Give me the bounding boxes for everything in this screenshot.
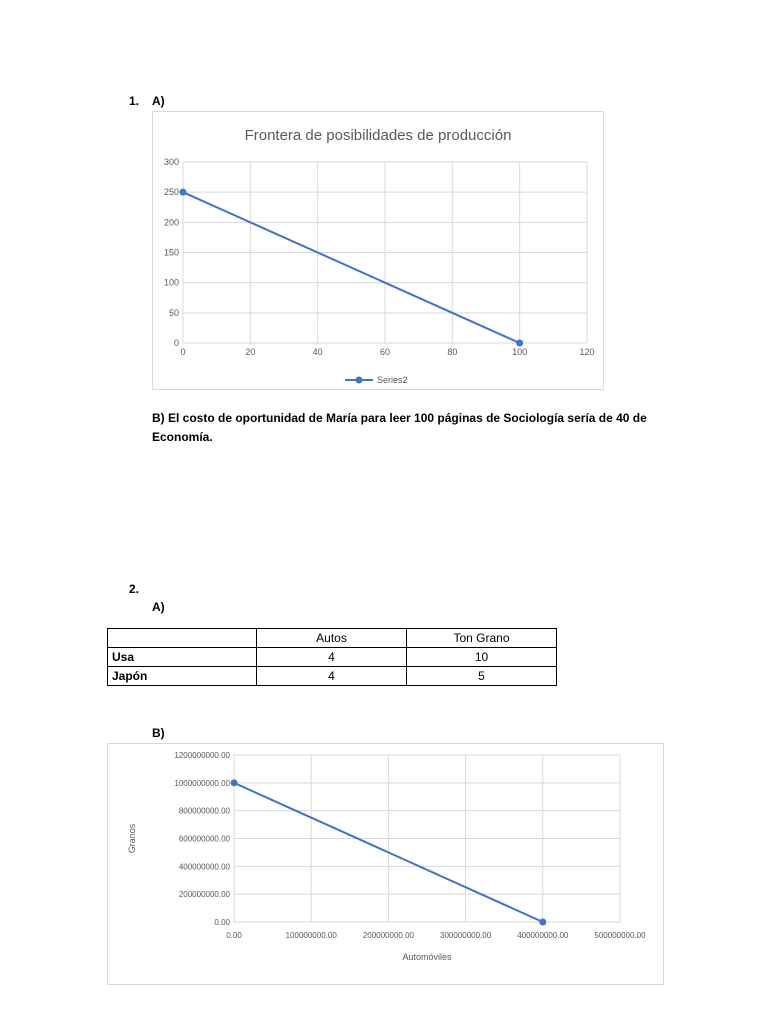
production-table [107, 628, 557, 686]
y-tick-label: 0.00 [214, 918, 230, 927]
x-tick-label: 200000000.00 [362, 931, 414, 940]
y-tick-label: 0 [173, 338, 179, 348]
question-1-part-a: A) [152, 94, 165, 108]
y-tick-label: 1000000000.00 [174, 778, 230, 788]
chart-title: Frontera de posibilidades de producción [244, 127, 512, 144]
table-cell: 5 [407, 667, 557, 686]
x-axis-label: Automóviles [402, 952, 452, 962]
table-row [108, 667, 557, 686]
y-tick-label: 800000000.00 [178, 806, 230, 816]
series-line [183, 192, 520, 343]
x-tick-label: 100000000.00 [285, 931, 337, 940]
data-point [180, 189, 187, 196]
table-header-row [108, 629, 557, 648]
table-header-cell: Ton Grano [407, 629, 557, 648]
y-tick-label: 300 [163, 157, 179, 167]
x-tick-label: 20 [245, 347, 256, 357]
data-point [516, 340, 523, 347]
x-tick-label: 60 [379, 347, 391, 357]
table-cell: 10 [407, 648, 557, 667]
x-tick-label: 120 [579, 347, 595, 357]
legend-marker [356, 377, 363, 384]
table-header-cell [108, 629, 257, 648]
x-tick-label: 0.00 [226, 931, 242, 940]
y-tick-label: 250 [163, 187, 179, 198]
question-1-part-b-text: B) El costo de oportunidad de María para leer 100 páginas de Sociología sería de 40 de Economía. [152, 411, 647, 444]
y-tick-label: 200000000.00 [178, 890, 230, 900]
y-tick-label: 100 [163, 277, 179, 288]
question-2-number: 2. [129, 582, 140, 596]
y-tick-label: 150 [163, 247, 179, 258]
question-1-number: 1. [129, 94, 140, 108]
table-row [108, 648, 557, 667]
x-tick-label: 40 [312, 347, 323, 357]
x-tick-label: 80 [447, 347, 458, 357]
chart-1-container [152, 111, 604, 390]
y-tick-label: 200 [163, 217, 179, 228]
table-cell-country: Usa [108, 648, 257, 667]
question-2-part-b: B) [152, 726, 165, 740]
chart-1 [153, 112, 603, 389]
table-cell: 4 [257, 648, 407, 667]
x-tick-label: 400000000.00 [517, 931, 569, 940]
chart-2-container [107, 743, 664, 985]
y-tick-label: 50 [168, 307, 179, 318]
question-2-part-a: A) [152, 600, 165, 614]
y-axis-label: Granos [127, 823, 137, 854]
legend-label: Series2 [377, 375, 408, 385]
x-tick-label: 300000000.00 [440, 931, 492, 940]
chart-2 [108, 744, 663, 984]
x-tick-label: 500000000.00 [594, 931, 646, 940]
table-cell-country: Japón [108, 667, 257, 686]
x-tick-label: 0 [180, 347, 186, 357]
table-cell: 4 [257, 667, 407, 686]
data-point [231, 779, 238, 786]
table-header-cell: Autos [257, 629, 407, 648]
y-tick-label: 400000000.00 [178, 862, 230, 872]
x-tick-label: 100 [512, 347, 528, 357]
y-tick-label: 600000000.00 [178, 834, 230, 844]
y-tick-label: 1200000000.00 [174, 751, 230, 760]
data-point [539, 919, 546, 926]
